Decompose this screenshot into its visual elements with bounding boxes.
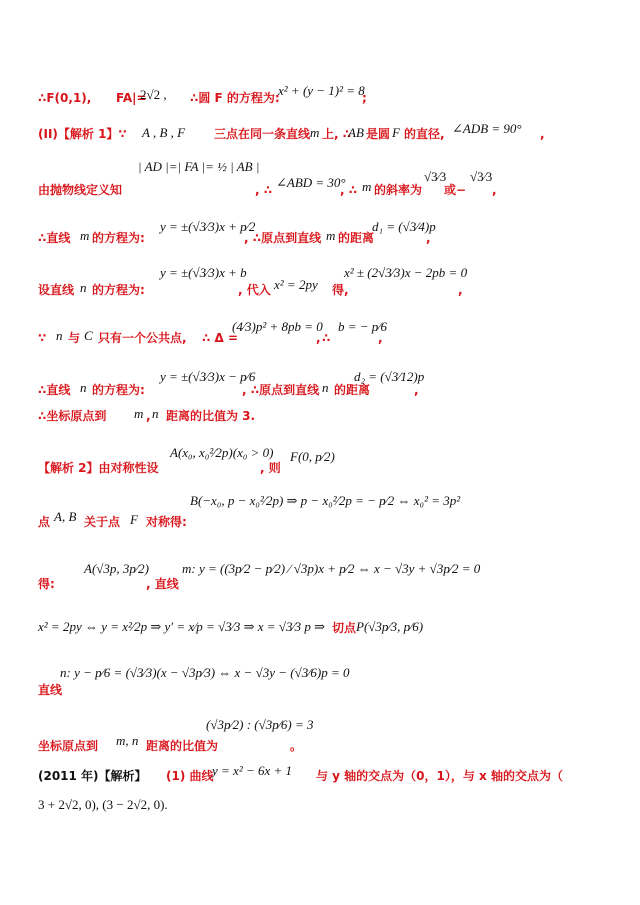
line3-angle: ∠ABD = 30° [276,175,346,190]
line4-equation-label: 的方程为: [92,231,145,245]
line5-n: n [80,280,87,295]
line14-ratio: 距离的比值为 [146,739,219,753]
line6-one-point: 只有一个公共点, [98,331,187,345]
line8-n: n [152,406,159,421]
line4-distance-label: , ∴原点到直线 [244,231,322,245]
line9-then: , 则 [260,461,281,475]
line5-end: , [458,283,463,297]
line2-is: 是圆 [366,127,391,141]
line2-diameter: 的直径, [404,127,445,141]
line3-therefore: , ∴ [255,183,273,197]
line5-label: 设直线 [38,283,75,297]
line6-discriminant: (4⁄3)p² + 8pb = 0 [232,319,323,334]
line2-collinear: 三点在同一条直线 [214,127,311,141]
line10-point: 点 [38,515,51,529]
line6-b-value: b = − p⁄6 [338,319,387,334]
line8-ratio: 距离的比值为 3. [166,409,256,423]
line14-mn: m, n [116,733,139,748]
line6-n: n [56,328,63,343]
line7-equation-label: 的方程为: [92,383,145,397]
line3-m: m [362,179,372,194]
line2-f: F [392,125,400,140]
line5-equation: y = ±(√3⁄3)x + b [160,265,247,280]
line12-point-p: P(√3p⁄3, p⁄6) [356,619,424,634]
line10-symmetric-point: B(−x₀, p − x₀²⁄2p) ⇒ p − x₀²⁄2p = − p⁄2 ⇔ x₀² = 3p² [190,493,461,508]
line4-m: m [80,228,90,243]
line6-c: C [84,328,93,343]
line2-points: A , B , F [142,125,186,140]
line6-comma: , [316,331,321,345]
line14-ratio-eq: (√3p⁄2) : (√3p⁄6) = 3 [206,717,314,732]
line11-line: , 直线 [146,577,179,591]
line8-comma: , [146,409,151,423]
line11-get: 得: [38,577,55,591]
line3-end: , [492,183,497,197]
line13-line-n: n: y − p⁄6 = (√3⁄3)(x − √3p⁄3) ⇔ x − √3y − (√3⁄6)p = 0 [60,665,350,680]
line15-label: (2011 年)【解析】 [38,769,147,783]
line7-end: , [414,383,419,397]
line2-m: m [310,125,320,140]
line1-circle-label: ∴圆 F 的方程为: [190,91,280,105]
line4-end: , [426,231,431,245]
line1-circle-equation: x² + (y − 1)² = 8 [278,83,365,98]
line9-focus: F(0, p⁄2) [290,449,335,464]
line3-slope2: √3⁄3 [470,169,493,184]
line13-label: 直线 [38,683,63,697]
line1-end: ; [362,91,367,105]
line15-intersections: 与 y 轴的交点为（0，1），与 x 轴的交点为（ [316,769,563,783]
line6-delta: ∴ Δ = [202,331,239,345]
line2-angle: ∠ADB = 90° [452,121,522,136]
line7-equation: y = ±(√3⁄3)x − p⁄6 [160,369,256,384]
line7-d2: d₂ = (√3⁄12)p [354,369,425,384]
line14-label: 坐标原点到 [38,739,99,753]
line1-fa: FA|= [116,91,147,105]
line10-symmetric: 对称得: [146,515,187,529]
line4-d1: d₁ = (√3⁄4)p [372,219,436,234]
line15-curve: (1) 曲线 [166,769,214,783]
line3-slope-label: 的斜率为 [374,183,423,197]
line7-distance: 的距离 [334,383,371,397]
line5-substitute: , 代入 [238,283,271,297]
line10-ab: A, B [54,509,77,524]
line7-distance-label: , ∴原点到直线 [242,383,320,397]
line9-point-a: A(x₀, x₀²⁄2p)(x₀ > 0) [170,445,274,460]
line4-m2: m [326,228,336,243]
line3-condition: | AD |=| FA |= ½ | AB | [138,159,260,174]
line10-about: 关于点 [84,515,121,529]
line2-end: , [540,127,545,141]
line8-m: m [134,406,144,421]
line3-label: 由抛物线定义知 [38,183,123,197]
line9-label: 【解析 2】由对称性设 [38,461,159,475]
line3-therefore2: , ∴ [340,183,358,197]
line5-parabola: x² = 2py [274,277,318,292]
line6-and: 与 [68,331,81,345]
line10-f: F [130,512,138,527]
line16-points: 3 + 2√2, 0), (3 − 2√2, 0). [38,797,168,812]
line11-point-a: A(√3p, 3p⁄2) [84,561,149,576]
line1-fa-value: 2√2 , [140,87,167,102]
line15-equation: y = x² − 6x + 1 [212,763,293,778]
line12-tangent-point: 切点 [332,621,357,635]
line5-get: 得, [332,283,349,297]
line5-equation-label: 的方程为: [92,283,145,297]
line2-label: (II)【解析 1】∵ [38,127,127,141]
line3-slope1: √3⁄3 [424,169,447,184]
line6-therefore: ∴ [322,331,331,345]
line6-end: , [378,331,383,345]
line6-because: ∵ [38,331,47,345]
line3-or: 或− [444,183,467,197]
line11-line-m: m: y = ((3p⁄2 − p⁄2) ⁄ √3p)x + p⁄2 ⇔ x − √3y + √3p⁄2 = 0 [182,561,481,576]
line2-on: 上, ∴ [322,127,352,141]
line4-equation: y = ±(√3⁄3)x + p⁄2 [160,219,256,234]
line2-ab: AB [348,125,364,140]
line1-label: ∴F(0,1), [38,91,92,105]
line7-label: ∴直线 [38,383,71,397]
line12-derivation: x² = 2py ⇔ y = x²⁄2p ⇒ y′ = x⁄p = √3⁄3 ⇒ x = √3⁄3 p ⇒ [38,619,326,634]
line14-end: 。 [290,739,303,753]
line4-distance: 的距离 [338,231,375,245]
line4-label: ∴直线 [38,231,71,245]
line8-label: ∴坐标原点到 [38,409,107,423]
line5-quadratic: x² ± (2√3⁄3)x − 2pb = 0 [344,265,468,280]
line7-n: n [80,380,87,395]
line7-n2: n [322,380,329,395]
